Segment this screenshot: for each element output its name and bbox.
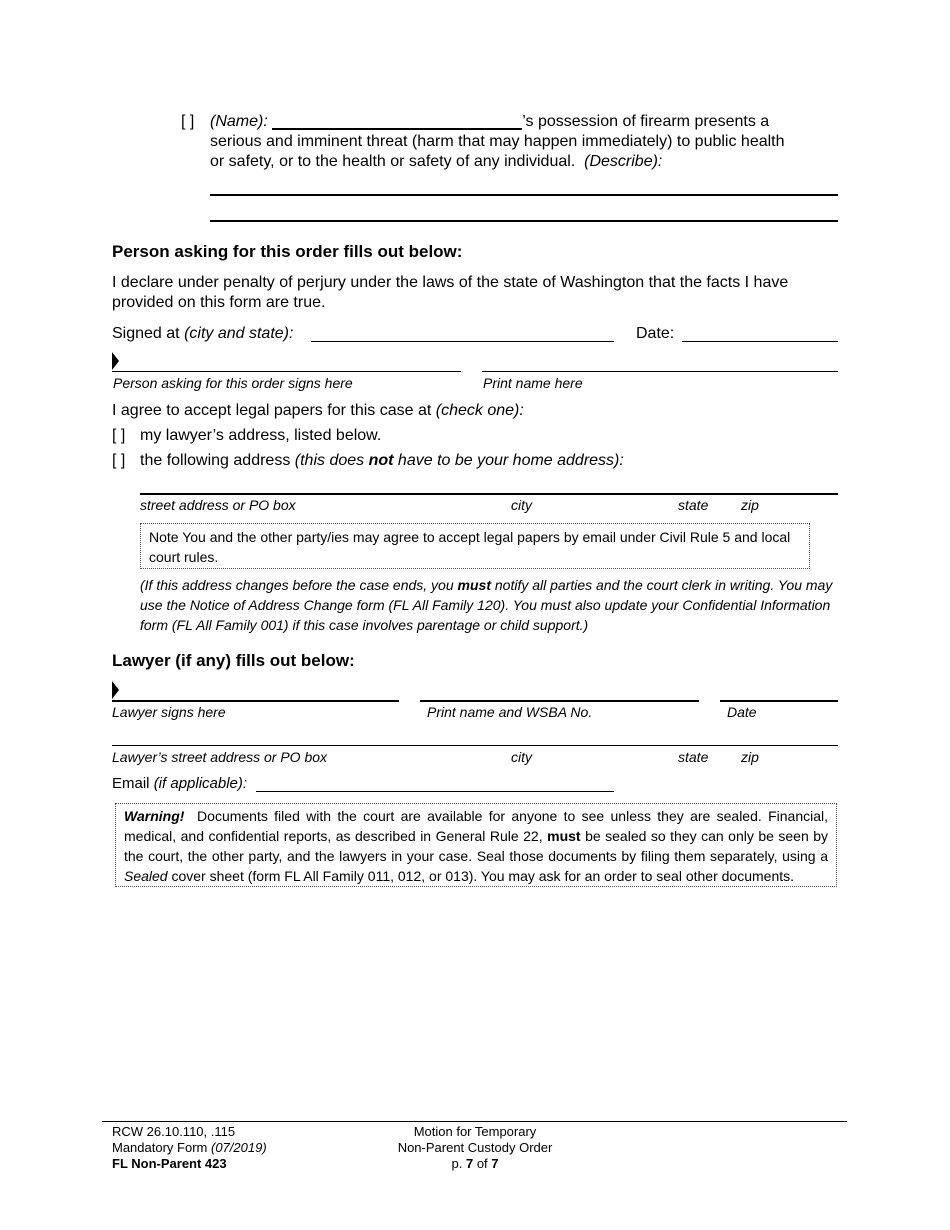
footer-title-2: Non-Parent Custody Order bbox=[397, 1140, 553, 1155]
address-field[interactable] bbox=[140, 493, 838, 495]
lawyer-state-caption: state bbox=[678, 749, 709, 765]
name-field[interactable] bbox=[272, 112, 522, 130]
lawyer-signature-field[interactable] bbox=[112, 700, 399, 702]
warning-title: Warning! bbox=[124, 808, 185, 824]
date-label: Date: bbox=[636, 325, 675, 342]
option1-checkbox[interactable]: [ ] bbox=[112, 427, 126, 444]
person-print-name-field[interactable] bbox=[482, 371, 838, 372]
footer-page: p. 7 of 7 bbox=[451, 1156, 499, 1171]
person-signature-field[interactable] bbox=[112, 371, 461, 372]
person-heading: Person asking for this order fills out below: bbox=[112, 242, 463, 261]
firearm-paragraph bbox=[210, 112, 850, 172]
footer-form-id: FL Non-Parent 423 bbox=[112, 1156, 227, 1171]
firearm-checkbox[interactable]: [ ] bbox=[181, 113, 195, 130]
lawyer-heading: Lawyer (if any) fills out below: bbox=[112, 651, 355, 670]
footer-left bbox=[112, 1124, 267, 1172]
sign-here-arrow-icon bbox=[112, 352, 119, 370]
footer-mandatory: Mandatory Form (07/2019) bbox=[112, 1140, 267, 1155]
footer-rcw: RCW 26.10.110, .115 bbox=[112, 1124, 236, 1139]
addr-state-caption: state bbox=[678, 497, 709, 513]
lawyer-sign-caption: Lawyer signs here bbox=[112, 704, 226, 720]
email-field[interactable] bbox=[256, 791, 614, 792]
describe-line-2[interactable] bbox=[210, 220, 838, 222]
warning-box bbox=[115, 803, 837, 887]
name-label: (Name): bbox=[210, 113, 268, 130]
lawyer-sign-arrow-icon bbox=[112, 681, 119, 699]
firearm-text-2: serious and imminent threat (harm that may happen immediately) to public health bbox=[210, 133, 785, 150]
option2-text: the following address (this does not have to be your home address): bbox=[140, 452, 624, 469]
lawyer-zip-caption: zip bbox=[741, 749, 759, 765]
lawyer-city-caption: city bbox=[511, 749, 532, 765]
firearm-text-3: or safety, or to the health or safety of any individual. bbox=[210, 153, 576, 170]
signed-at-field[interactable] bbox=[311, 341, 614, 342]
lawyer-address-field[interactable] bbox=[112, 745, 838, 746]
declaration-text: I declare under penalty of perjury under the laws of the state of Washington that the facts I have provided on this form are true. bbox=[112, 274, 789, 311]
lawyer-date-caption: Date bbox=[727, 704, 757, 720]
footer-title-1: Motion for Temporary bbox=[413, 1124, 537, 1139]
person-print-caption: Print name here bbox=[483, 375, 583, 391]
lawyer-print-name-field[interactable] bbox=[420, 700, 699, 702]
describe-label: (Describe): bbox=[584, 153, 663, 170]
firearm-text-1: ’s possession of firearm presents a bbox=[522, 113, 770, 130]
note-box bbox=[140, 523, 810, 569]
signed-at-label: Signed at (city and state): bbox=[112, 325, 294, 342]
option1-text: my lawyer’s address, listed below. bbox=[140, 427, 382, 444]
lawyer-street-caption: Lawyer’s street address or PO box bbox=[112, 749, 328, 765]
warning-text: Warning! Documents filed with the court are available for anyone to see unless they are sealed. Financial, medical, and confidential reports, as described in General Rule 22, must be sealed so they can only be seen by the court, the other party, and the lawyers in your case. Seal those documents by filing them separately, using a Sealed cover sheet (form FL All Family 011, 012, or 013). You may ask for an order to seal other documents. bbox=[124, 808, 829, 884]
date-field[interactable] bbox=[682, 341, 838, 342]
addr-zip-caption: zip bbox=[741, 497, 759, 513]
agree-text: I agree to accept legal papers for this case at (check one): bbox=[112, 402, 524, 419]
person-sign-caption: Person asking for this order signs here bbox=[113, 375, 353, 391]
email-label: Email (if applicable): bbox=[112, 775, 248, 792]
option2-checkbox[interactable]: [ ] bbox=[112, 452, 126, 469]
address-change-text: (If this address changes before the case ends, you must notify all parties and the court clerk in writing. You may use the Notice of Address Change form (FL All Family 120). You must also update your Confidential Information form (FL All Family 001) if this case involves parentage or child support.) bbox=[140, 577, 833, 633]
lawyer-print-caption: Print name and WSBA No. bbox=[427, 704, 593, 720]
addr-street-caption: street address or PO box bbox=[140, 497, 296, 513]
lawyer-date-field[interactable] bbox=[720, 700, 838, 702]
footer-center bbox=[375, 1124, 575, 1172]
addr-city-caption: city bbox=[511, 497, 532, 513]
describe-line-1[interactable] bbox=[210, 194, 838, 196]
note-text: Note You and the other party/ies may agree to accept legal papers by email under Civil Rule 5 and local court rules. bbox=[149, 529, 791, 565]
footer-rule bbox=[102, 1121, 847, 1122]
